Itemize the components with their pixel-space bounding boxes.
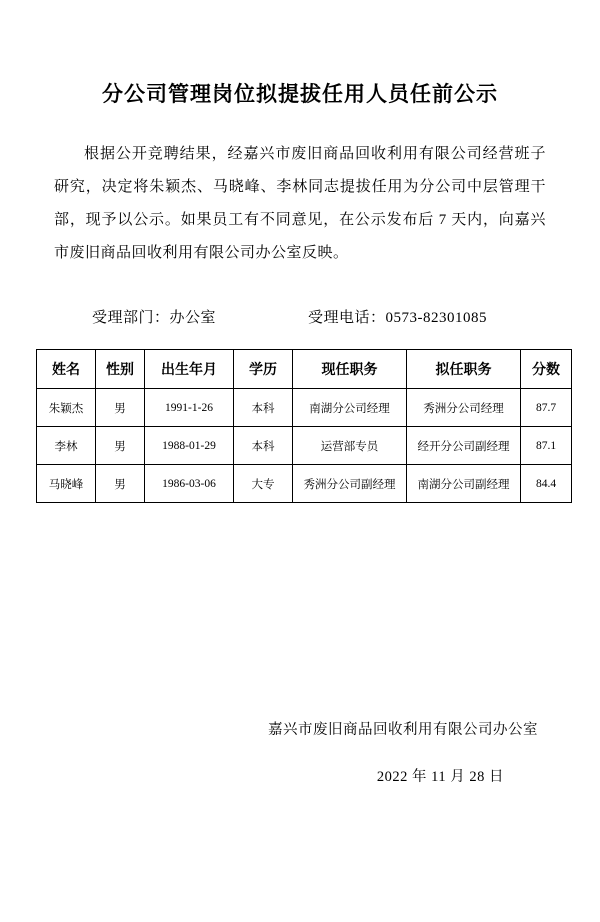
cell-new-position: 秀洲分公司经理 [407, 389, 521, 427]
cell-new-position: 经开分公司副经理 [407, 427, 521, 465]
column-header-current-position: 现任职务 [293, 350, 407, 389]
issue-date: 2022 年 11 月 28 日 [376, 769, 504, 785]
cell-birth: 1988-01-29 [145, 427, 234, 465]
cell-current-position: 运营部专员 [293, 427, 407, 465]
cell-name: 马晓峰 [37, 465, 96, 503]
table-row [37, 389, 572, 427]
table-header-row [37, 350, 572, 389]
column-header-score: 分数 [521, 350, 572, 389]
column-header-new-position: 拟任职务 [407, 350, 521, 389]
cell-birth: 1991-1-26 [145, 389, 234, 427]
handling-department: 受理部门：办公室 [92, 310, 217, 326]
cell-birth: 1986-03-06 [145, 465, 234, 503]
cell-current-position: 秀洲分公司副经理 [293, 465, 407, 503]
issuing-organization: 嘉兴市废旧商品回收利用有限公司办公室 [268, 722, 538, 738]
page-title: 分公司管理岗位拟提拔任用人员任前公示 [102, 83, 498, 106]
column-header-birth: 出生年月 [145, 350, 234, 389]
contact-meta [36, 306, 564, 327]
candidates-table [36, 349, 572, 503]
cell-score: 87.7 [521, 389, 572, 427]
cell-education: 大专 [234, 465, 293, 503]
cell-score: 87.1 [521, 427, 572, 465]
cell-sex: 男 [96, 427, 145, 465]
cell-education: 本科 [234, 389, 293, 427]
handling-phone: 受理电话：0573-82301085 [308, 310, 488, 326]
cell-score: 84.4 [521, 465, 572, 503]
table-row [37, 465, 572, 503]
announcement-body: 根据公开竞聘结果，经嘉兴市废旧商品回收利用有限公司经营班子研究，决定将朱颖杰、马晓峰、李林同志提拔任用为分公司中层管理干部，现予以公示。如果员工有不同意见，在公示发布后 7 天内，向嘉兴市废旧商品回收利用有限公司办公室反映。 [54, 146, 546, 261]
cell-name: 朱颖杰 [37, 389, 96, 427]
document-page [0, 78, 600, 922]
cell-name: 李林 [37, 427, 96, 465]
cell-current-position: 南湖分公司经理 [293, 389, 407, 427]
cell-sex: 男 [96, 389, 145, 427]
table-row [37, 427, 572, 465]
cell-new-position: 南湖分公司副经理 [407, 465, 521, 503]
cell-sex: 男 [96, 465, 145, 503]
cell-education: 本科 [234, 427, 293, 465]
column-header-education: 学历 [234, 350, 293, 389]
column-header-sex: 性别 [96, 350, 145, 389]
signature-block [36, 718, 564, 786]
column-header-name: 姓名 [37, 350, 96, 389]
